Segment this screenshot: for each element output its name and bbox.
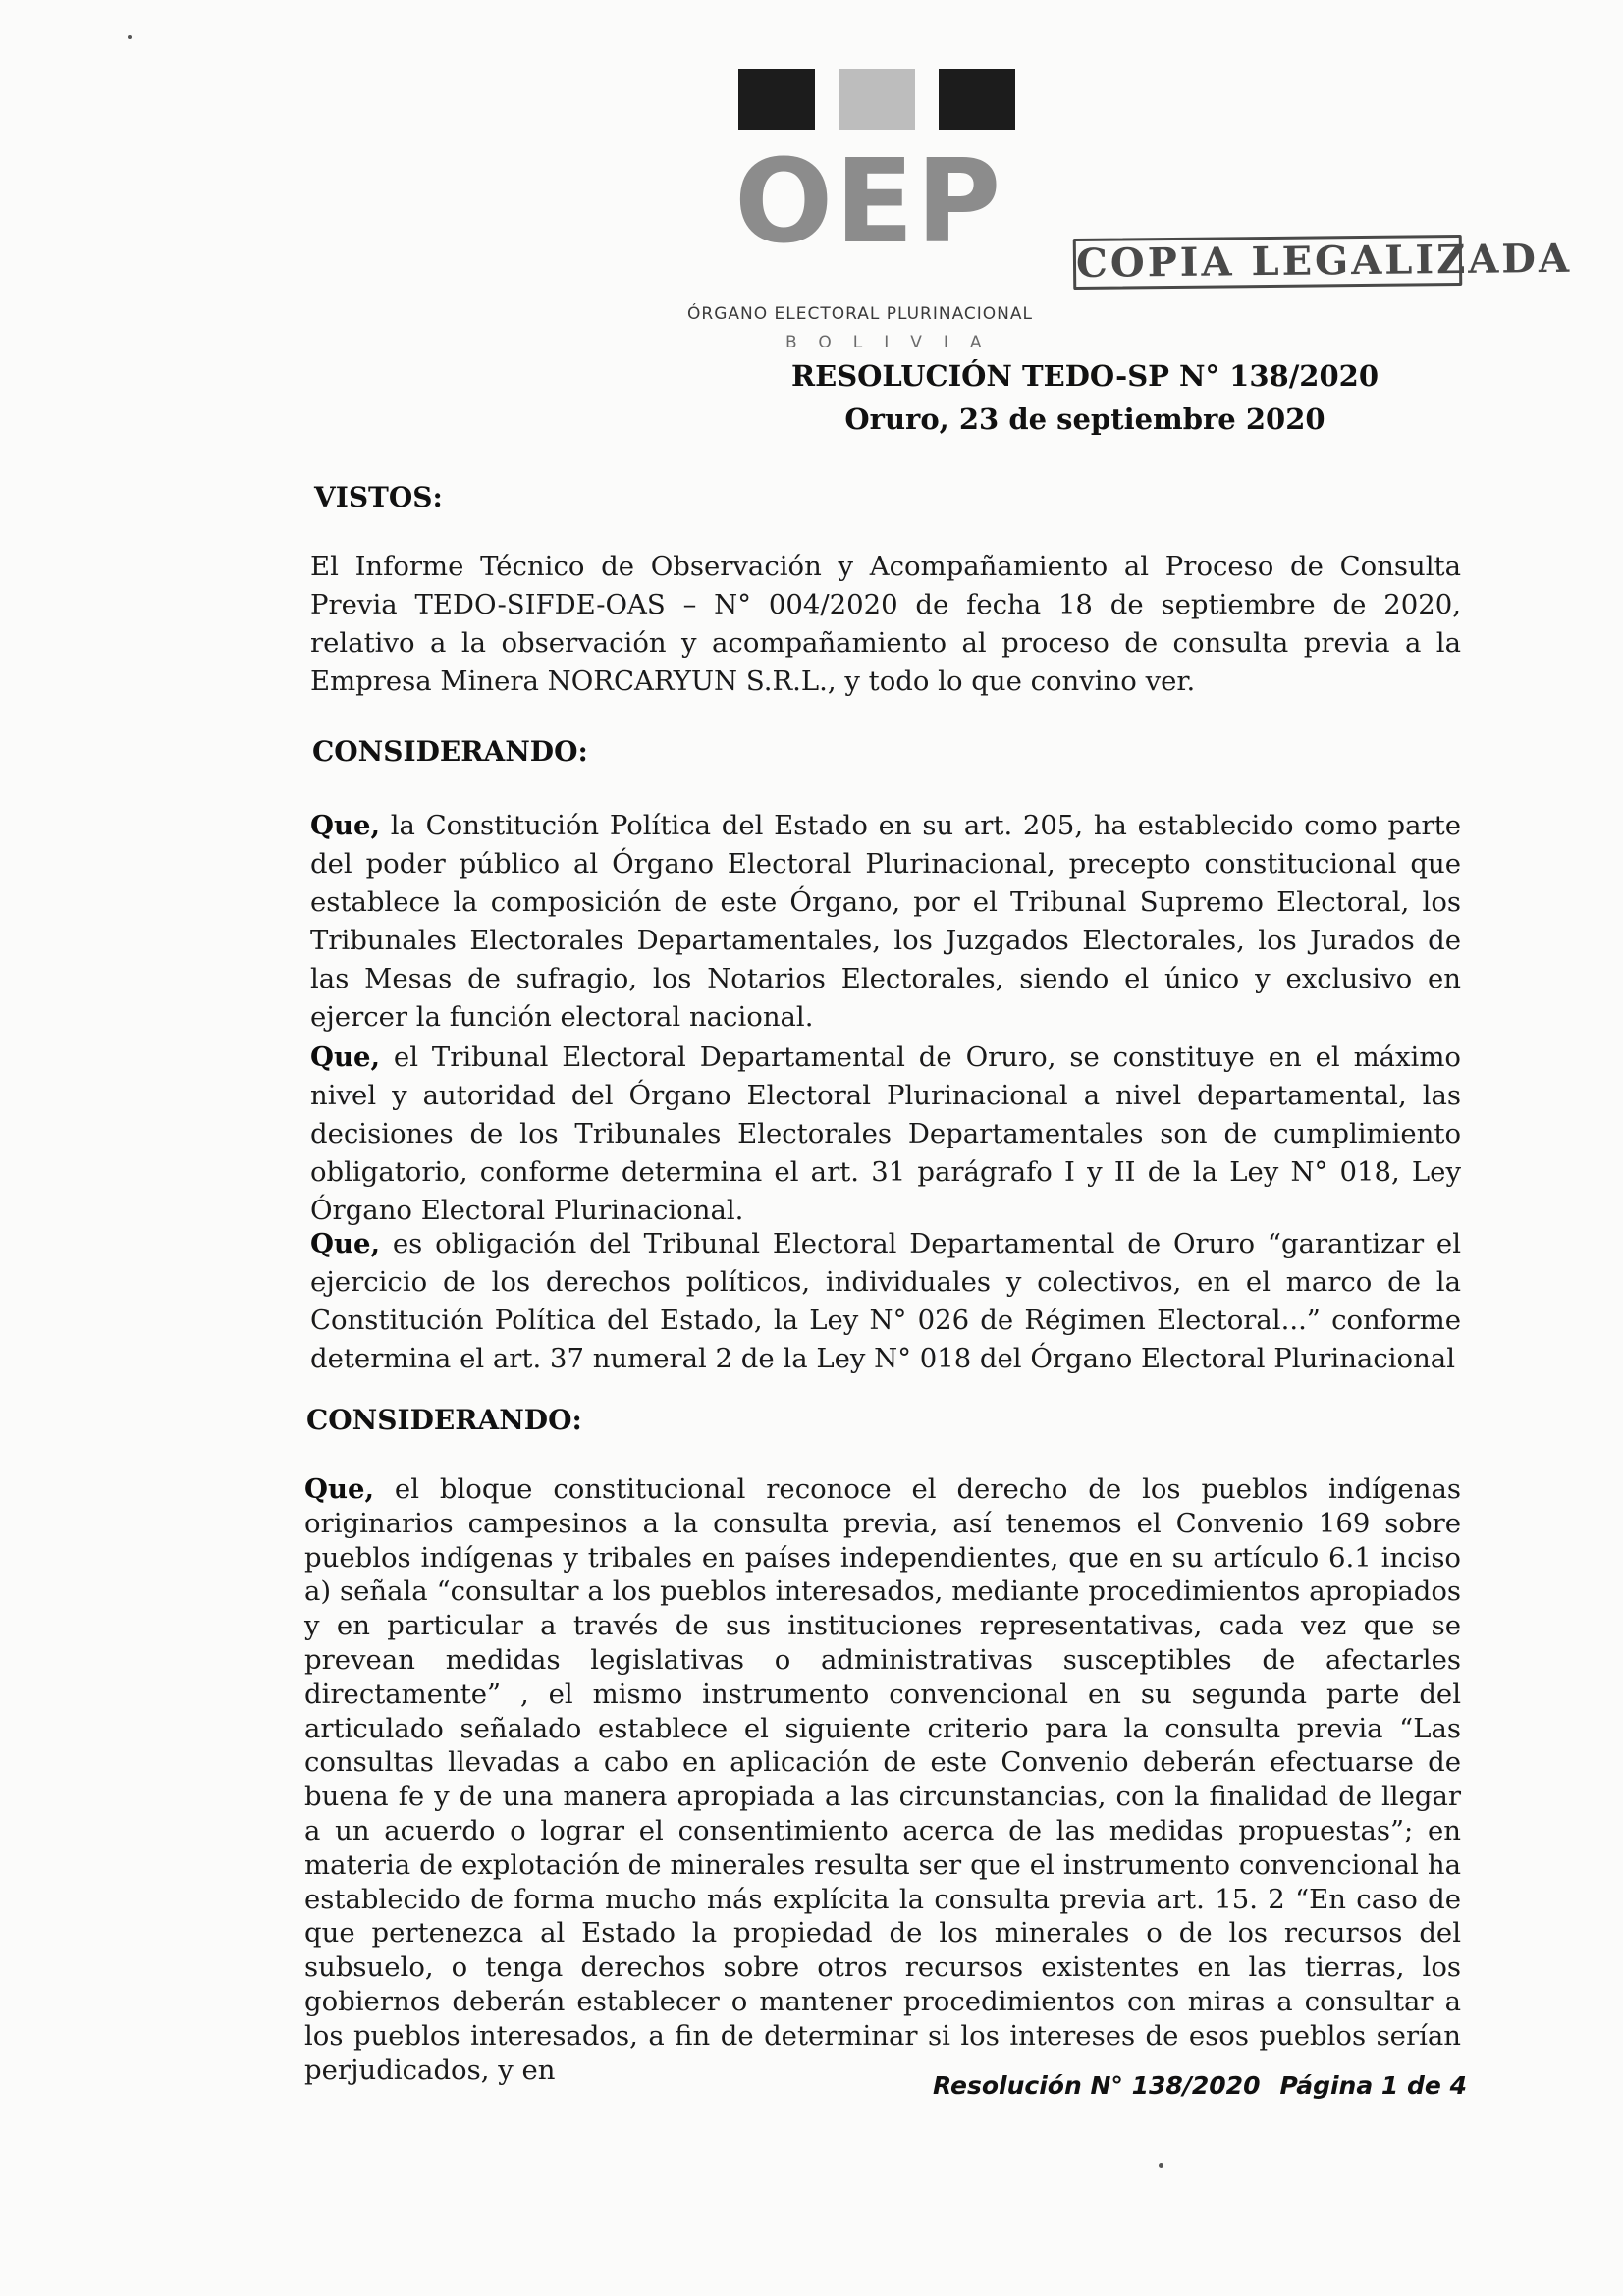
- logo-block-left: [738, 69, 815, 130]
- logo-country: BOLIVIA: [785, 333, 1003, 352]
- logo-block-middle: [839, 69, 915, 130]
- logo-block-right: [939, 69, 1015, 130]
- resolution-title: RESOLUCIÓN TEDO-SP N° 138/2020: [791, 359, 1379, 393]
- logo-organization-name: ÓRGANO ELECTORAL PLURINACIONAL: [687, 304, 1033, 324]
- section-heading-considerando-1: CONSIDERANDO:: [312, 735, 588, 768]
- paragraph-lead: Que,: [310, 1228, 381, 1259]
- paragraph-que-3: [310, 1225, 1461, 1378]
- logo-blocks: [738, 69, 1015, 130]
- paragraph-vistos: El Informe Técnico de Observación y Acompañamiento al Proceso de Consulta Previa TEDO-SIFDE-OAS – N° 004/2020 de fecha 18 de septiembre de 2020, relativo a la observación y acompañamiento al proceso de consulta previa a la Empresa Minera NORCARYUN S.R.L., y todo lo que convino ver.: [310, 551, 1461, 697]
- footer-resolution: Resolución N° 138/2020: [933, 2071, 1261, 2100]
- paragraph-lead: Que,: [310, 1041, 381, 1073]
- paragraph-text: el bloque constitucional reconoce el derecho de los pueblos indígenas originarios campesinos a la consulta previa, así tenemos el Convenio 169 sobre pueblos indígenas y tribales en países independientes, que en su artículo 6.1 inciso a) señala “consultar a los pueblos interesados, mediante procedimientos apropiados y en particular a través de sus instituciones representativas, cada vez que se prevean medidas legislativas o administrativas susceptibles de afectarles directamente” , el mismo instrumento convencional en su segunda parte del articulado señalado establece el siguiente criterio para la consulta previa “Las consultas llevadas a cabo en aplicación de este Convenio deberán efectuarse de buena fe y de una manera apropiada a las circunstancias, con la finalidad de llegar a un acuerdo o lograr el consentimiento acerca de las medidas propuestas”; en materia de explotación de minerales resulta ser que el instrumento convencional ha establecido de forma mucho más explícita la consulta previa art. 15. 2 “En caso de que pertenezca al Estado la propiedad de los minerales o de los recursos del subsuelo, o tenga derechos sobre otros recursos existentes en las tierras, los gobiernos deberán establecer o mantener procedimientos con miras a consultar a los pueblos interesados, a fin de determinar si los intereses de esos pueblos serían perjudicados, y en: [304, 1473, 1461, 2086]
- copia-legalizada-stamp: COPIA LEGALIZADA: [1073, 235, 1463, 290]
- paragraph-que-4: [304, 1472, 1461, 2087]
- paragraph-lead: Que,: [310, 810, 381, 841]
- paragraph-text: la Constitución Política del Estado en su art. 205, ha establecido como parte del poder público al Órgano Electoral Plurinacional, precepto constitucional que establece la composición de este Órgano, por el Tribunal Supremo Electoral, los Tribunales Electorales Departamentales, los Juzgados Electorales, los Jurados de las Mesas de sufragio, los Notarios Electorales, siendo el único y exclusivo en ejercer la función electoral nacional.: [310, 810, 1461, 1033]
- place-date: Oruro, 23 de septiembre 2020: [844, 402, 1325, 436]
- paragraph-que-1: [310, 807, 1461, 1037]
- paragraph-lead: Que,: [304, 1473, 375, 1505]
- scan-speck: [128, 35, 132, 39]
- paragraph-text: el Tribunal Electoral Departamental de Oruro, se constituye en el máximo nivel y autoridad del Órgano Electoral Plurinacional a nivel departamental, las decisiones de los Tribunales Electorales Departamentales son de cumplimiento obligatorio, conforme determina el art. 31 parágrafo I y II de la Ley N° 018, Ley Órgano Electoral Plurinacional.: [310, 1041, 1461, 1226]
- scan-speck: [1159, 2163, 1163, 2168]
- paragraph-text: es obligación del Tribunal Electoral Departamental de Oruro “garantizar el ejercicio de los derechos políticos, individuales y colectivos, en el marco de la Constitución Política del Estado, la Ley N° 026 de Régimen Electoral...” conforme determina el art. 37 numeral 2 de la Ley N° 018 del Órgano Electoral Plurinacional: [310, 1228, 1461, 1374]
- section-heading-considerando-2: CONSIDERANDO:: [306, 1404, 582, 1436]
- section-heading-vistos: VISTOS:: [314, 481, 443, 513]
- logo-acronym: OEP: [734, 133, 1003, 269]
- page-footer: [933, 2071, 1467, 2100]
- footer-page-number: Página 1 de 4: [1279, 2071, 1467, 2100]
- paragraph-que-2: [310, 1039, 1461, 1230]
